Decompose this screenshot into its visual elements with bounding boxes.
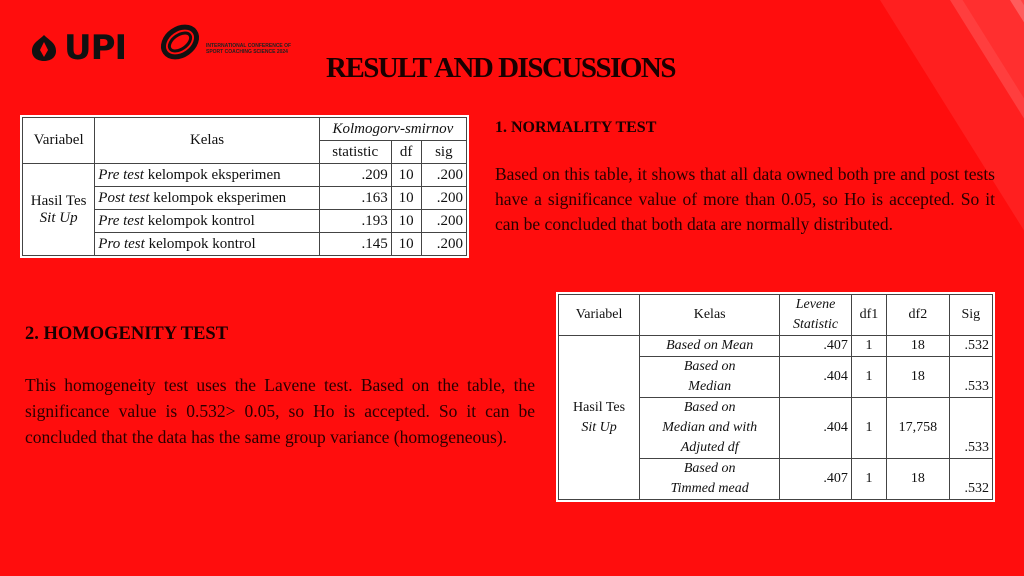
sig-cell: .200 (421, 164, 466, 187)
header-statistic: statistic (319, 141, 391, 164)
kelas-cell: Based on Timmed mead (640, 459, 780, 500)
df2-cell: 17,758 (887, 398, 950, 459)
upi-logo-text: UPI (64, 28, 127, 68)
df1-cell: 1 (851, 398, 886, 459)
sig-cell: .533 (949, 398, 992, 459)
kelas-cell: Based on Median and with Adjuted df (640, 398, 780, 459)
header-df2: df2 (887, 295, 950, 336)
header-df: df (391, 141, 421, 164)
kelas-cell: Pro test kelompok kontrol (95, 233, 319, 256)
header-kolmogorov: Kolmogorv-smirnov (319, 118, 466, 141)
kelas-cell: Based on Mean (640, 336, 780, 357)
df2-cell: 18 (887, 357, 950, 398)
df2-cell: 18 (887, 459, 950, 500)
df-cell: 10 (391, 233, 421, 256)
homogenity-heading: 2. HOMOGENITY TEST (25, 324, 229, 344)
statistic-cell: .145 (319, 233, 391, 256)
table-row (559, 336, 993, 357)
df2-cell: 18 (887, 336, 950, 357)
sig-cell: .533 (949, 357, 992, 398)
sig-cell: .200 (421, 187, 466, 210)
variabel-cell: Hasil Tes Sit Up (23, 164, 95, 256)
kelas-cell: Based on Median (640, 357, 780, 398)
kelas-cell: Post test kelompok eksperimen (95, 187, 319, 210)
header-sig: Sig (949, 295, 992, 336)
homogenity-table (558, 294, 993, 500)
df1-cell: 1 (851, 459, 886, 500)
sig-cell: .200 (421, 233, 466, 256)
kelas-cell: Pre test kelompok kontrol (95, 210, 319, 233)
upi-logo (30, 28, 126, 68)
conference-logo-text: INTERNATIONAL CONFERENCE OF SPORT COACHING SCIENCE 2024 (206, 43, 292, 55)
sig-cell: .200 (421, 210, 466, 233)
upi-emblem-icon (30, 33, 58, 63)
kelas-cell: Pre test kelompok eksperimen (95, 164, 319, 187)
header-kelas: Kelas (640, 295, 780, 336)
header-variabel: Variabel (559, 295, 640, 336)
levene-cell: .404 (780, 357, 852, 398)
table-row (23, 164, 467, 187)
levene-cell: .407 (780, 336, 852, 357)
header-kelas: Kelas (95, 118, 319, 164)
page-title: RESULT AND DISCUSSIONS (326, 52, 675, 84)
df1-cell: 1 (851, 336, 886, 357)
header-df1: df1 (851, 295, 886, 336)
df-cell: 10 (391, 187, 421, 210)
normality-heading: 1. NORMALITY TEST (495, 119, 657, 136)
sig-cell: .532 (949, 459, 992, 500)
normality-table (22, 117, 467, 256)
conference-emblem-icon (158, 20, 202, 64)
header-variabel: Variabel (23, 118, 95, 164)
levene-cell: .404 (780, 398, 852, 459)
conference-logo (158, 20, 296, 64)
variabel-cell: Hasil Tes Sit Up (559, 336, 640, 500)
df-cell: 10 (391, 164, 421, 187)
sig-cell: .532 (949, 336, 992, 357)
statistic-cell: .193 (319, 210, 391, 233)
normality-text: Based on this table, it shows that all data owned both pre and post tests have a significance value of more than 0.05, so Ho is accepted. So it can be concluded that both data are normally distributed. (495, 164, 995, 234)
header-sig: sig (421, 141, 466, 164)
statistic-cell: .209 (319, 164, 391, 187)
df1-cell: 1 (851, 357, 886, 398)
statistic-cell: .163 (319, 187, 391, 210)
header-levene: Levene Statistic (780, 295, 852, 336)
homogenity-text: This homogeneity test uses the Lavene test. Based on the table, the significance value is 0.532> 0.05, so Ho is accepted. So it can be concluded that the data has the same group variance (homogeneous). (25, 375, 535, 447)
levene-cell: .407 (780, 459, 852, 500)
df-cell: 10 (391, 210, 421, 233)
